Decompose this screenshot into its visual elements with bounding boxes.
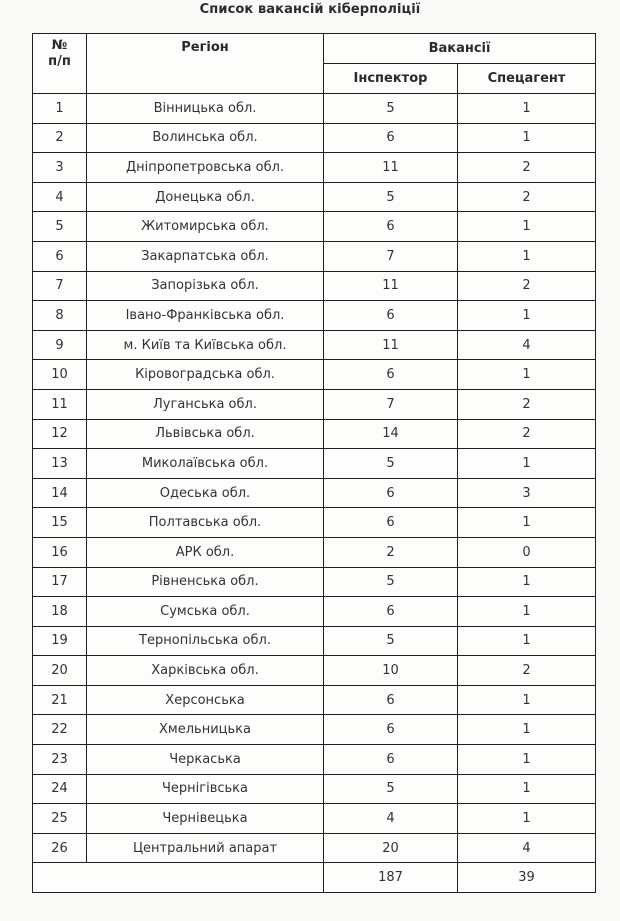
row-number: 14 (33, 478, 87, 508)
row-region: АРК обл. (87, 537, 324, 567)
row-agent: 1 (458, 241, 596, 271)
row-region: Кіровоградська обл. (87, 360, 324, 390)
row-agent: 1 (458, 626, 596, 656)
row-inspector: 6 (324, 360, 458, 390)
row-agent: 2 (458, 419, 596, 449)
row-agent: 2 (458, 271, 596, 301)
row-number: 19 (33, 626, 87, 656)
row-inspector: 6 (324, 685, 458, 715)
row-number: 9 (33, 330, 87, 360)
row-agent: 4 (458, 330, 596, 360)
row-agent: 1 (458, 212, 596, 242)
row-region: Чернігівська (87, 774, 324, 804)
row-inspector: 14 (324, 419, 458, 449)
row-number: 5 (33, 212, 87, 242)
table-row (33, 685, 596, 715)
row-inspector: 5 (324, 94, 458, 124)
table-row (33, 745, 596, 775)
row-agent: 1 (458, 508, 596, 538)
header-region: Регіон (87, 34, 324, 94)
row-inspector: 10 (324, 656, 458, 686)
table-row (33, 626, 596, 656)
row-agent: 0 (458, 537, 596, 567)
row-region: м. Київ та Київська обл. (87, 330, 324, 360)
row-agent: 1 (458, 301, 596, 331)
row-number: 17 (33, 567, 87, 597)
table-row (33, 123, 596, 153)
header-number (33, 34, 87, 94)
row-number: 4 (33, 182, 87, 212)
row-number: 3 (33, 153, 87, 183)
totals-row (33, 863, 596, 893)
table-row (33, 478, 596, 508)
row-number: 20 (33, 656, 87, 686)
row-inspector: 6 (324, 123, 458, 153)
row-region: Хмельницька (87, 715, 324, 745)
row-region: Центральний апарат (87, 833, 324, 863)
row-agent: 2 (458, 389, 596, 419)
row-agent: 1 (458, 774, 596, 804)
row-inspector: 5 (324, 182, 458, 212)
row-number: 22 (33, 715, 87, 745)
row-agent: 2 (458, 182, 596, 212)
row-number: 8 (33, 301, 87, 331)
table-row (33, 389, 596, 419)
row-inspector: 11 (324, 330, 458, 360)
row-agent: 1 (458, 804, 596, 834)
row-inspector: 6 (324, 745, 458, 775)
row-number: 18 (33, 597, 87, 627)
row-agent: 1 (458, 715, 596, 745)
table-row (33, 182, 596, 212)
row-inspector: 20 (324, 833, 458, 863)
row-number: 23 (33, 745, 87, 775)
table-header (33, 34, 596, 94)
row-agent: 4 (458, 833, 596, 863)
row-agent: 2 (458, 153, 596, 183)
row-inspector: 11 (324, 153, 458, 183)
row-number: 25 (33, 804, 87, 834)
row-inspector: 7 (324, 241, 458, 271)
table-row (33, 537, 596, 567)
row-agent: 1 (458, 567, 596, 597)
header-row (33, 34, 596, 64)
row-agent: 3 (458, 478, 596, 508)
row-region: Полтавська обл. (87, 508, 324, 538)
row-number: 6 (33, 241, 87, 271)
table-row (33, 330, 596, 360)
row-inspector: 6 (324, 212, 458, 242)
table-row (33, 597, 596, 627)
row-region: Житомирська обл. (87, 212, 324, 242)
page-title: Список вакансій кіберполіції (199, 2, 421, 17)
row-agent: 1 (458, 597, 596, 627)
table-row (33, 567, 596, 597)
row-inspector: 5 (324, 449, 458, 479)
header-inspector: Інспектор (324, 64, 458, 94)
row-number: 26 (33, 833, 87, 863)
row-number: 16 (33, 537, 87, 567)
row-agent: 2 (458, 656, 596, 686)
row-agent: 1 (458, 123, 596, 153)
row-region: Луганська обл. (87, 389, 324, 419)
totals-agent: 39 (458, 863, 596, 893)
row-inspector: 5 (324, 774, 458, 804)
row-number: 24 (33, 774, 87, 804)
row-number: 12 (33, 419, 87, 449)
row-inspector: 6 (324, 715, 458, 745)
row-inspector: 5 (324, 567, 458, 597)
row-region: Черкаська (87, 745, 324, 775)
row-number: 13 (33, 449, 87, 479)
table-row (33, 241, 596, 271)
totals-inspector: 187 (324, 863, 458, 893)
row-region: Львівська обл. (87, 419, 324, 449)
row-region: Дніпропетровська обл. (87, 153, 324, 183)
row-region: Волинська обл. (87, 123, 324, 153)
row-region: Сумська обл. (87, 597, 324, 627)
table-row (33, 833, 596, 863)
row-agent: 1 (458, 745, 596, 775)
row-region: Харківська обл. (87, 656, 324, 686)
table-row (33, 449, 596, 479)
row-inspector: 11 (324, 271, 458, 301)
header-special-agent: Спецагент (458, 64, 596, 94)
row-inspector: 2 (324, 537, 458, 567)
table-row (33, 360, 596, 390)
row-inspector: 7 (324, 389, 458, 419)
row-inspector: 6 (324, 508, 458, 538)
row-number: 1 (33, 94, 87, 124)
row-number: 7 (33, 271, 87, 301)
row-number: 2 (33, 123, 87, 153)
row-region: Закарпатська обл. (87, 241, 324, 271)
header-vacancies: Вакансії (324, 34, 596, 64)
row-region: Рівненська обл. (87, 567, 324, 597)
row-number: 15 (33, 508, 87, 538)
row-region: Вінницька обл. (87, 94, 324, 124)
row-number: 21 (33, 685, 87, 715)
row-region: Одеська обл. (87, 478, 324, 508)
table-footer (33, 863, 596, 893)
table-row (33, 804, 596, 834)
row-agent: 1 (458, 94, 596, 124)
row-inspector: 6 (324, 301, 458, 331)
row-region: Івано-Франківська обл. (87, 301, 324, 331)
table-body (33, 94, 596, 863)
row-inspector: 4 (324, 804, 458, 834)
row-number: 11 (33, 389, 87, 419)
table-row (33, 508, 596, 538)
row-inspector: 6 (324, 478, 458, 508)
table-row (33, 774, 596, 804)
table-row (33, 271, 596, 301)
header-number-label: № п/п (48, 38, 71, 69)
table-row (33, 153, 596, 183)
row-region: Чернівецька (87, 804, 324, 834)
row-region: Тернопільська обл. (87, 626, 324, 656)
row-agent: 1 (458, 449, 596, 479)
table-row (33, 419, 596, 449)
table-row (33, 715, 596, 745)
table-row (33, 301, 596, 331)
vacancies-table (32, 33, 596, 893)
row-number: 10 (33, 360, 87, 390)
row-region: Запорізька обл. (87, 271, 324, 301)
row-inspector: 5 (324, 626, 458, 656)
row-region: Донецька обл. (87, 182, 324, 212)
totals-label (33, 863, 324, 893)
row-region: Миколаївська обл. (87, 449, 324, 479)
table-row (33, 94, 596, 124)
row-inspector: 6 (324, 597, 458, 627)
row-region: Херсонська (87, 685, 324, 715)
table-row (33, 656, 596, 686)
row-agent: 1 (458, 685, 596, 715)
table-row (33, 212, 596, 242)
row-agent: 1 (458, 360, 596, 390)
